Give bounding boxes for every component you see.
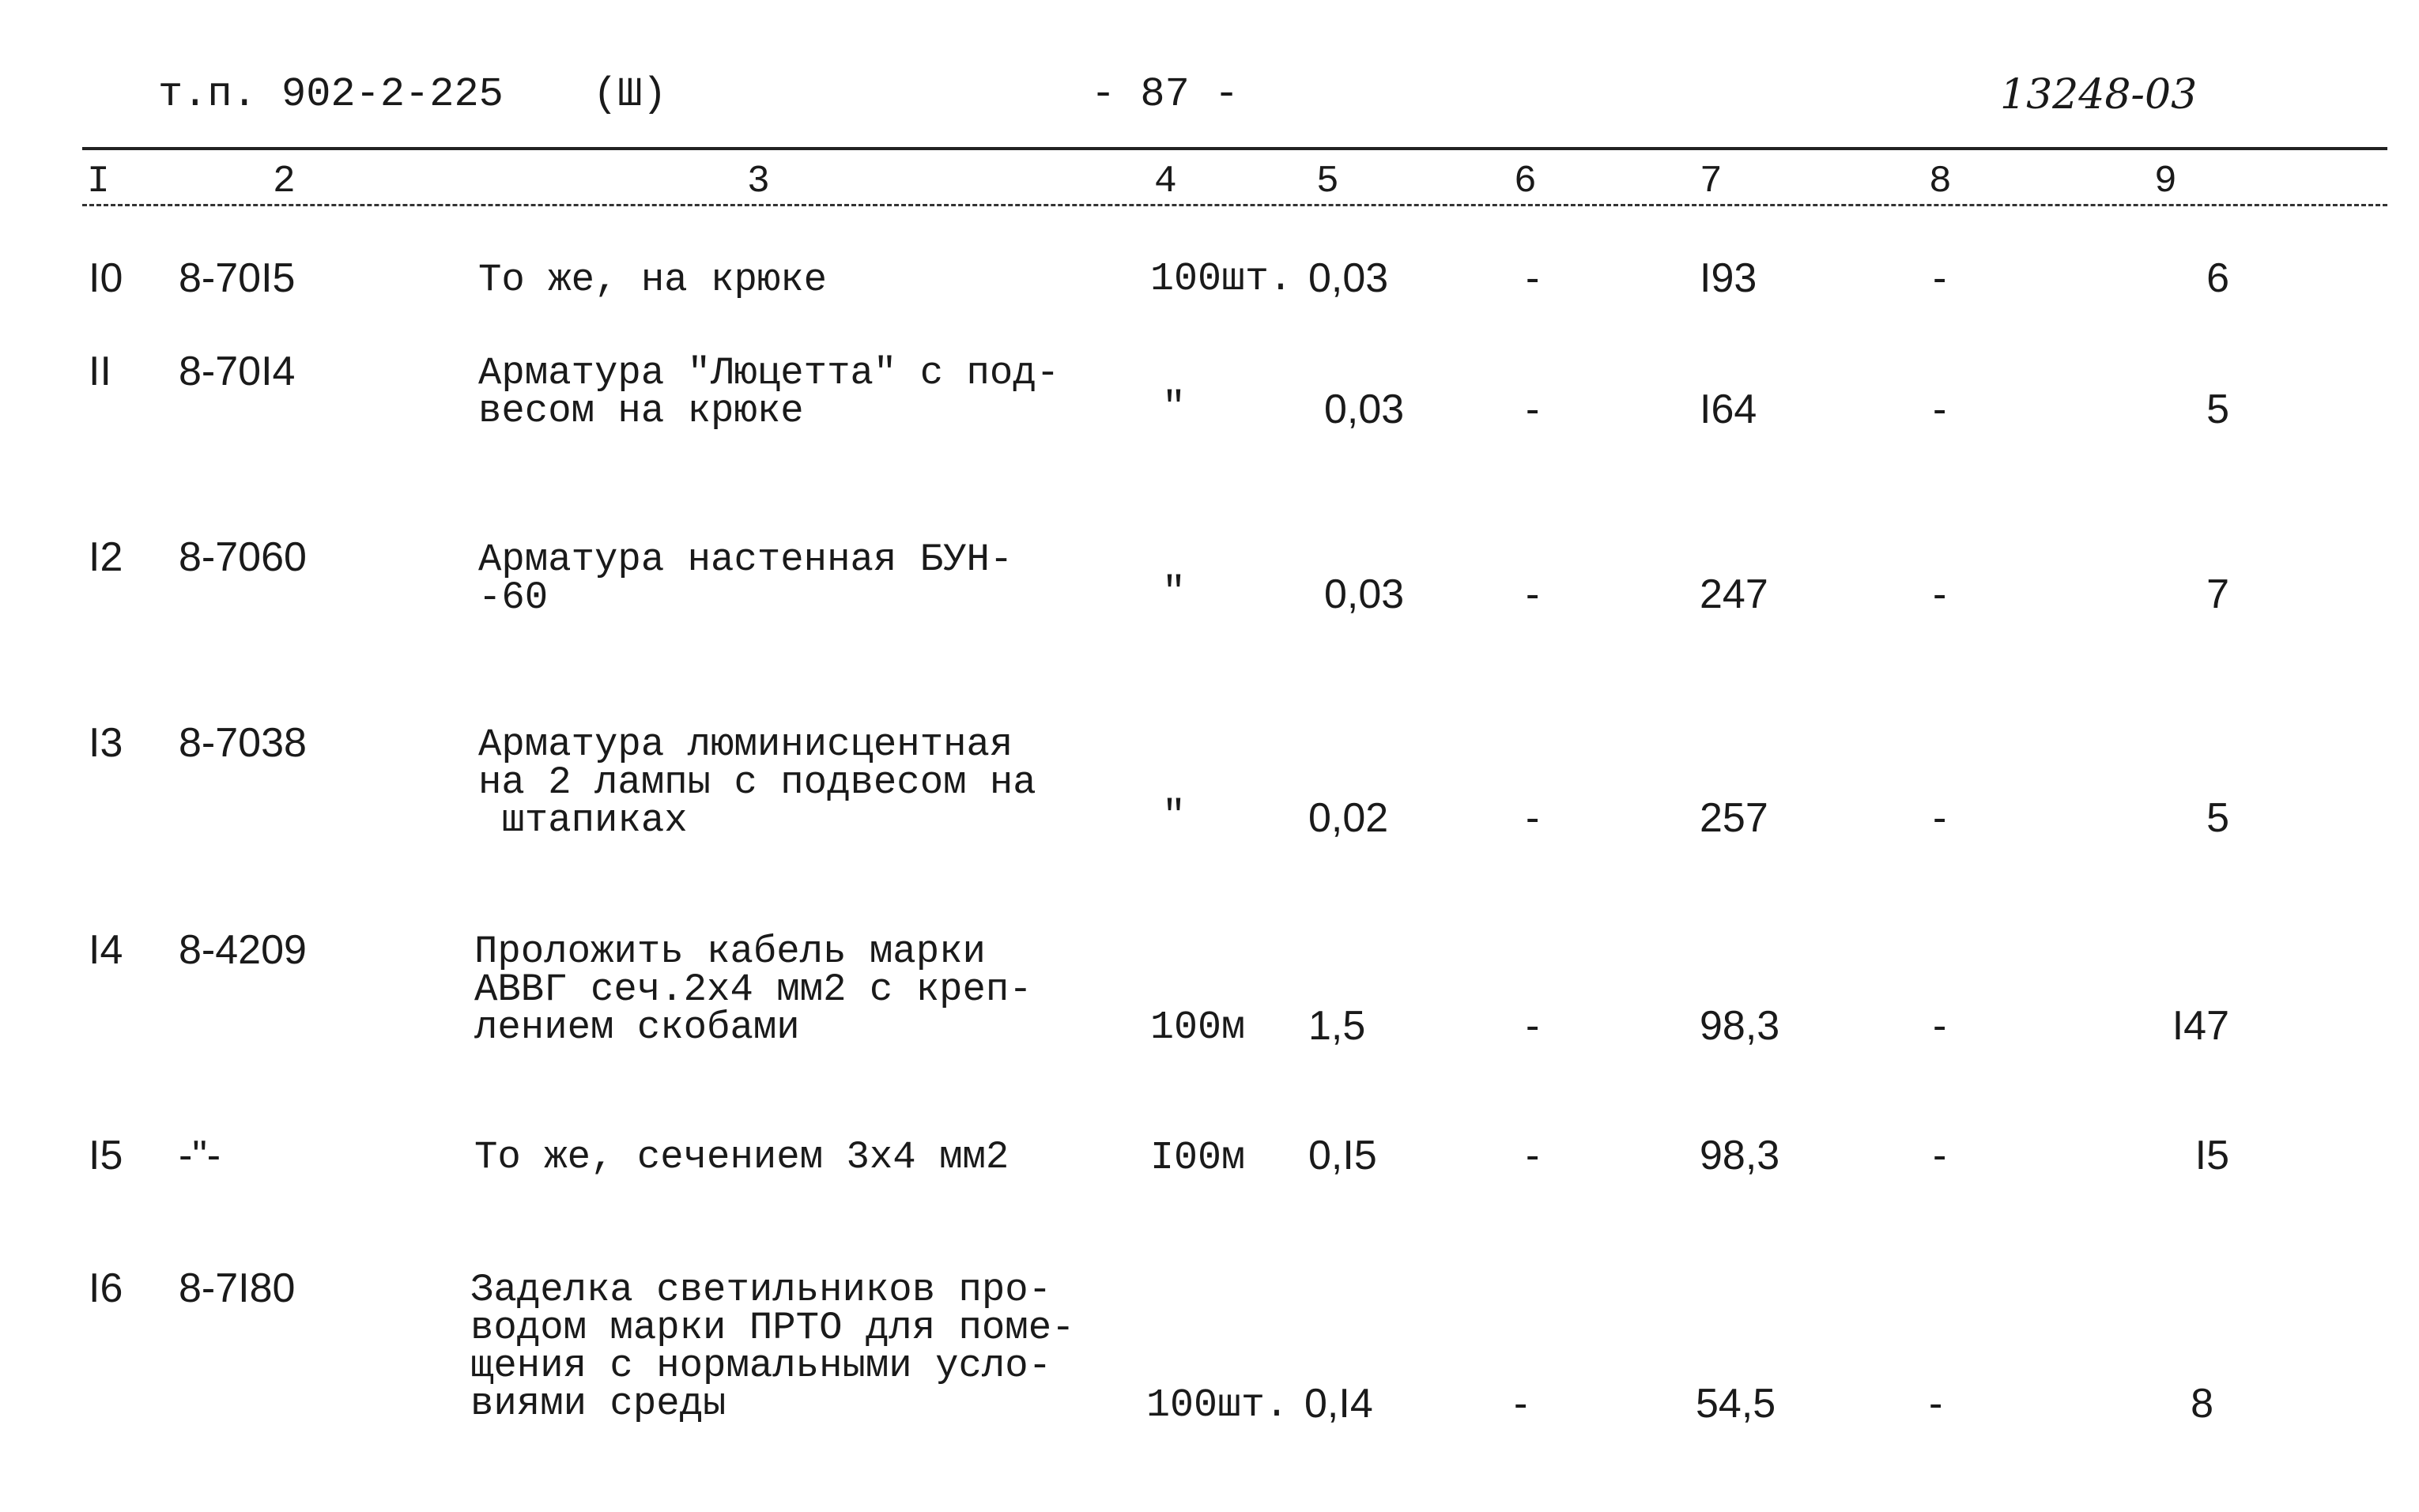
rate-code: -"- [179, 1133, 221, 1178]
total-value: 6 [2206, 255, 2229, 301]
item-description: То же, сечением 3х4 мм2 [474, 1135, 1009, 1179]
row-number: I0 [89, 255, 123, 301]
column-6-value: - [1526, 386, 1540, 432]
unit-price: 247 [1700, 571, 1768, 617]
quantity: 0,03 [1324, 386, 1405, 432]
unit: " [1162, 794, 1187, 839]
unit-price: I93 [1700, 255, 1757, 301]
quantity: 0,03 [1308, 255, 1389, 301]
unit-price: 257 [1700, 795, 1768, 841]
column-8-value: - [1933, 1003, 1947, 1049]
item-description: Арматура "Люцетта" с под- весом на крюке [478, 351, 1060, 433]
column-number-1: I [87, 160, 110, 203]
total-value: 5 [2206, 386, 2229, 432]
column-6-value: - [1526, 1003, 1540, 1049]
column-6-value: - [1514, 1381, 1528, 1427]
item-description: Арматура настенная БУН- -60 [478, 537, 1013, 620]
rate-code: 8-7038 [179, 720, 307, 766]
unit-price: 54,5 [1696, 1381, 1776, 1427]
column-6-value: - [1526, 1133, 1540, 1178]
column-number-7: 7 [1700, 160, 1723, 203]
row-number: I4 [89, 927, 123, 973]
column-8-value: - [1933, 1133, 1947, 1178]
total-value: I5 [2194, 1133, 2229, 1178]
page-number: - 87 - [1091, 71, 1240, 118]
unit: 100м [1150, 1005, 1246, 1050]
column-number-2: 2 [273, 160, 296, 203]
quantity: 0,I5 [1308, 1133, 1377, 1178]
unit-price: I64 [1700, 386, 1757, 432]
header-bottom-rule [82, 204, 2387, 206]
column-6-value: - [1526, 795, 1540, 841]
quantity: 0,03 [1324, 571, 1405, 617]
rate-code: 8-7060 [179, 534, 307, 580]
item-description: Арматура люминисцентная на 2 лампы с подвесом на штапиках [478, 722, 1036, 843]
column-8-value: - [1933, 795, 1947, 841]
column-8-value: - [1933, 571, 1947, 617]
unit: 100шт. [1150, 257, 1293, 302]
item-description: То же, на крюке [478, 258, 828, 302]
row-number: I6 [89, 1265, 123, 1311]
rate-code: 8-7I80 [179, 1265, 296, 1311]
unit: " [1162, 571, 1187, 616]
column-number-5: 5 [1316, 160, 1339, 203]
row-number: II [89, 349, 111, 394]
column-8-value: - [1933, 255, 1947, 301]
total-value: I47 [2172, 1003, 2229, 1049]
rate-code: 8-4209 [179, 927, 307, 973]
column-number-6: 6 [1514, 160, 1537, 203]
unit-price: 98,3 [1700, 1133, 1780, 1178]
row-number: I5 [89, 1133, 123, 1178]
document-code: т.п. 902-2-225 [158, 71, 504, 118]
section-mark: (Ш) [593, 71, 667, 118]
column-number-8: 8 [1929, 160, 1952, 203]
rate-code: 8-70I4 [179, 349, 296, 394]
column-6-value: - [1526, 571, 1540, 617]
unit: 100шт. [1146, 1383, 1289, 1428]
item-description: Заделка светильников про- водом марки ПРТО для поме- щения с нормальными усло- виями среды [470, 1268, 1075, 1426]
total-value: 7 [2206, 571, 2229, 617]
column-number-3: 3 [747, 160, 770, 203]
sheet-number: 13248-03 [2000, 71, 2198, 119]
row-number: I3 [89, 720, 123, 766]
column-number-4: 4 [1154, 160, 1177, 203]
header-top-rule [82, 147, 2387, 150]
item-description: Проложить кабель марки АВВГ сеч.2х4 мм2 с креп- лением скобами [474, 929, 1032, 1050]
quantity: 1,5 [1308, 1003, 1366, 1049]
unit: " [1162, 386, 1187, 431]
column-number-9: 9 [2154, 160, 2177, 203]
column-8-value: - [1933, 386, 1947, 432]
column-6-value: - [1526, 255, 1540, 301]
unit: I00м [1150, 1136, 1246, 1181]
quantity: 0,I4 [1304, 1381, 1373, 1427]
quantity: 0,02 [1308, 795, 1389, 841]
total-value: 5 [2206, 795, 2229, 841]
unit-price: 98,3 [1700, 1003, 1780, 1049]
rate-code: 8-70I5 [179, 255, 296, 301]
column-8-value: - [1929, 1381, 1943, 1427]
row-number: I2 [89, 534, 123, 580]
total-value: 8 [2191, 1381, 2213, 1427]
